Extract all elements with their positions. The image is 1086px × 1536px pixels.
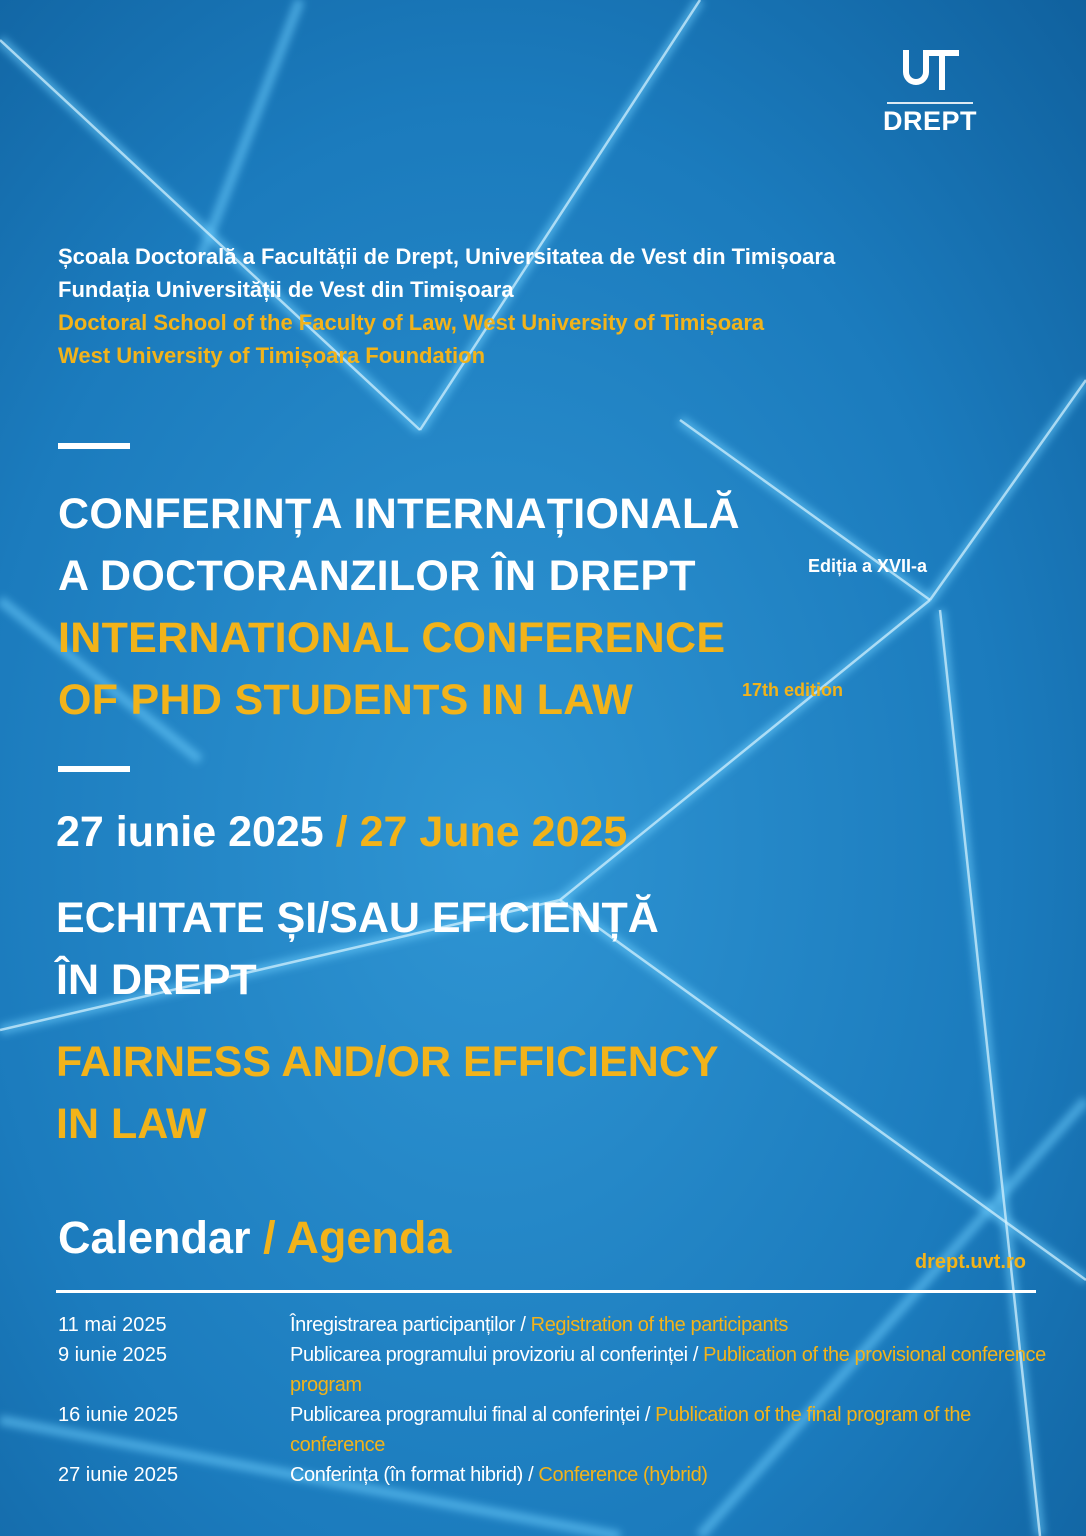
theme-en-line2: IN LAW (56, 1100, 207, 1148)
institution-ro-line2: Fundația Universității de Vest din Timișoara (58, 277, 514, 302)
conference-title-ro-line1: CONFERINȚA INTERNAȚIONALĂ (58, 490, 740, 538)
agenda-text-ro: Publicarea programului provizoriu al conferinței / (290, 1344, 704, 1366)
institutions-block (58, 240, 835, 372)
institution-en-line1: Doctoral School of the Faculty of Law, West University of Timișoara (58, 310, 765, 335)
conference-title-en-line2: OF PHD STUDENTS IN LAW (58, 676, 634, 724)
agenda-date: 27 iunie 2025 (58, 1464, 179, 1486)
edition-en: 17th edition (742, 680, 844, 700)
conference-date (56, 808, 627, 857)
logo-word: DREPT (882, 106, 977, 136)
agenda-text (290, 1340, 1048, 1400)
agenda-row (58, 1400, 1048, 1460)
date-ro: 27 iunie 2025 (56, 808, 324, 856)
agenda-title-separator: / (250, 1212, 287, 1263)
agenda-rule (56, 1290, 1036, 1293)
agenda-text-ro: Conferința (în format hibrid) / (290, 1464, 539, 1486)
date-en: 27 June 2025 (359, 808, 628, 856)
theme-ro-line2: ÎN DREPT (56, 956, 257, 1004)
theme-ro-line1: ECHITATE ȘI/SAU EFICIENȚĂ (56, 894, 659, 942)
date-separator: / (323, 808, 360, 856)
agenda-row (58, 1310, 1048, 1340)
edition-ro: Ediția a XVII-a (808, 556, 928, 576)
divider-dash-bottom (58, 766, 130, 772)
institution-ro-line1: Școala Doctorală a Facultății de Drept, Universitatea de Vest din Timișoara (58, 244, 836, 269)
agenda-date: 11 mai 2025 (58, 1314, 167, 1336)
agenda-title-en: Agenda (286, 1212, 452, 1263)
agenda-row (58, 1340, 1048, 1400)
agenda-text-en: Publication of the final program of the conference (290, 1404, 971, 1456)
logo-underline (887, 102, 973, 104)
agenda-text (290, 1460, 1048, 1490)
website-link[interactable]: drept.uvt.ro (914, 1251, 1026, 1273)
divider-dash-top (58, 443, 130, 449)
agenda-text-ro: Publicarea programului final al conferinței / (290, 1404, 656, 1426)
agenda-text (290, 1310, 1048, 1340)
conference-title-en-line1: INTERNATIONAL CONFERENCE (58, 614, 726, 662)
institution-en-line2: West University of Timișoara Foundation (58, 343, 486, 368)
agenda-text-en: Publication of the provisional conference program (290, 1344, 1046, 1396)
uvt-logo-icon (899, 48, 961, 96)
agenda-title-ro: Calendar (58, 1212, 251, 1263)
conference-title-ro-line2: A DOCTORANZILOR ÎN DREPT (58, 552, 696, 600)
agenda-list (58, 1310, 1048, 1490)
uvt-drept-logo (880, 48, 980, 137)
agenda-text-en: Registration of the participants (530, 1314, 789, 1336)
agenda-row (58, 1460, 1048, 1490)
agenda-text-en: Conference (hybrid) (538, 1464, 708, 1486)
agenda-date: 16 iunie 2025 (58, 1404, 179, 1426)
theme-en-line1: FAIRNESS AND/OR EFFICIENCY (56, 1038, 719, 1086)
agenda-text (290, 1400, 1048, 1460)
agenda-text-ro: Înregistrarea participanților / (290, 1314, 531, 1336)
agenda-heading (58, 1212, 451, 1264)
agenda-date: 9 iunie 2025 (58, 1344, 167, 1366)
